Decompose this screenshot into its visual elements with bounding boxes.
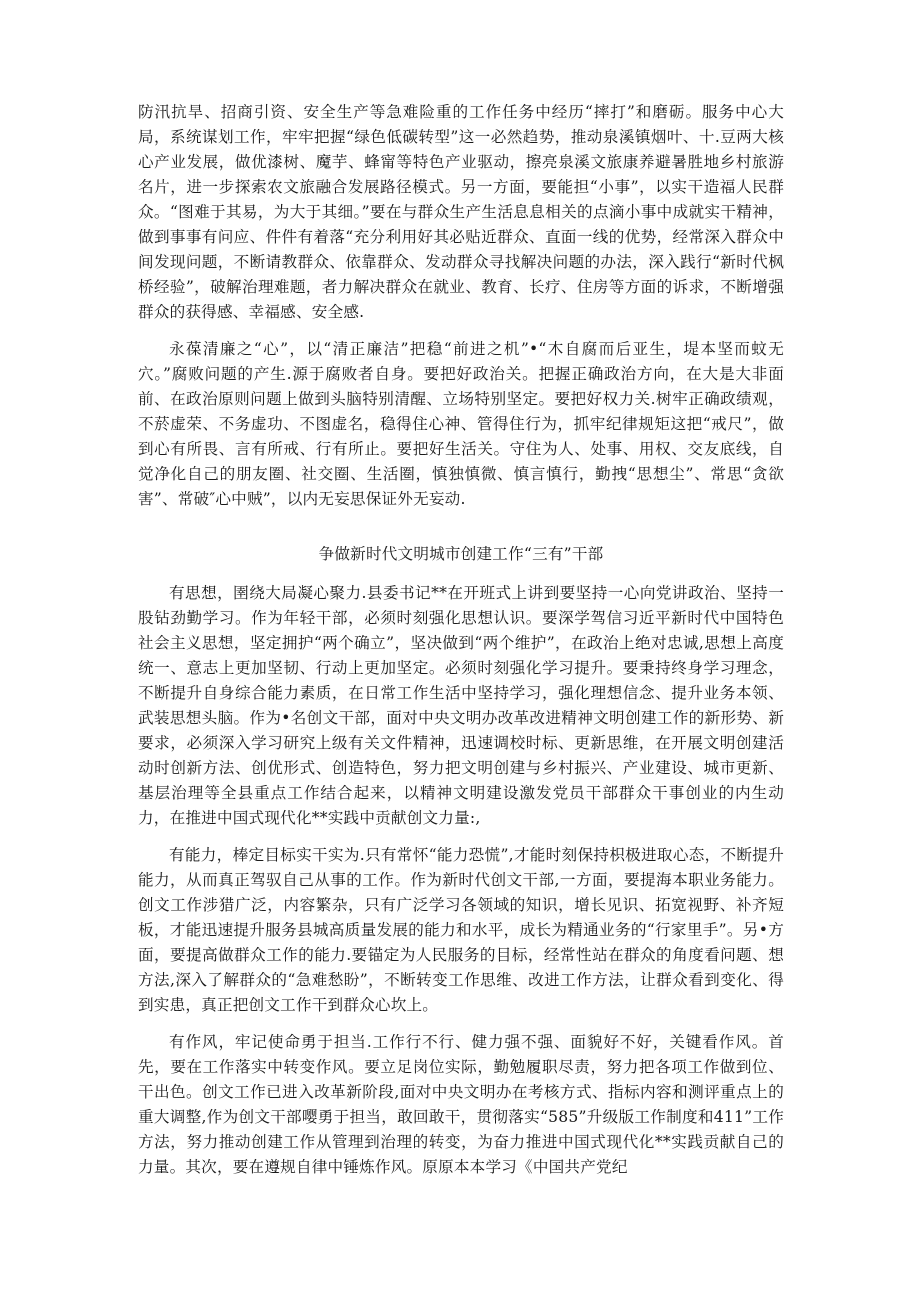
style-paragraph: 有作风，牢记使命勇于担当.工作行不行、健力强不强、面貌好不好，关键看作风。首先，要在工作落实中转变作风。要立足岗位实际，勤勉履职尽责，努力把各项工作做到位、干出色。创文工作已进入改革新阶段,面对中央文明办在考核方式、指标内容和测评重点上的重大调整,作为创文干部嘤勇于担当，敢回敢干，贯彻落实“585”升级版工作制度和411”工作方法，努力推动创建工作从管理到治理的转变，为奋力推进中国式现代化**实践贡献自己的力量。其次，要在遵规自律中锤炼作风。原原本本学习《中国共产党纪: [138, 1033, 784, 1176]
document-page: [138, 100, 784, 1180]
intro-paragraph: 防汛抗旱、招商引资、安全生产等急难险重的工作任务中经历“摔打”和磨砺。服务中心大局，系统谋划工作，牢牢把握“绿色低碳转型”这一必然趋势，推动泉溪镇烟叶、十.豆两大核心产业发展，做优漆树、魔芋、蜂甯等特色产业驱动，擦亮泉溪文旅康养避暑胜地乡村旅游名片，进一步探索农文旅融合发展路径模式。另一方面，要能担“小事”，以实干造福人民群众。“图难于其易，为大于其细。”要在与群众生产生活息息相关的点滴小事中成就实干精神，做到事事有问应、件件有着落“充分利用好其必贴近群众、直面一线的优势，经常深入群众中间发现问题，不断请教群众、依靠群众、发动群众寻找解决问题的办法，深入践行“新时代枫桥经验”，破解治理难题，者力解决群众在就业、教育、长疗、住房等方面的诉求，不断增强群众的获得感、幸福感、安全感.: [138, 103, 784, 321]
integrity-paragraph: 永葆清廉之“心”，以“清正廉洁”把稳“前进之机”•“木自腐而后亚生，堤本坚而蚊无穴。”腐败问题的产生.源于腐败者自身。要把好政治关。把握正确政治方向，在大是大非面前、在政治原则问题上做到头脑特别清醒、立场特别坚定。要把好权力关.树牢正确政绩观，不菸虚荣、不务虚功、不图虚名，稳得住心神、管得住行为，抓牢纪律规矩这把“戒尺”，做到心有所畏、言有所戒、行有所止。要把好生活关。守住为人、处事、用权、交友底线，自觉净化自己的朋友圈、社交圈、生活圈，慎独慎微、慎言慎行，勤拽“思想尘”、常思“贪欲害”、常破″心中贼”，以内无妄思保证外无妄动.: [138, 340, 784, 508]
section-title: 争做新时代文明城市创建工作“三有”干部: [318, 545, 604, 563]
thought-paragraph: 有思想，圉绕大局凝心聚力.县委书记**在开班式上讲到要坚持一心向党讲政治、坚持一股钻劲勤学习。作为年轻干部，必须时刻强化思想认识。要深学驾信习近平新时代中国特色社会主义思想，坚定拥护“两个确立”，坚决做到“两个维护”，在政治上绝对忠诚,思想上高度统一、意志上更加坚韧、行动上更加坚定。必须时刻强化学习提升。要秉持终身学习理念，不断提升自身综合能力素质，在日常工作生活中坚持学习，强化理想信念、提升业务本领、武装思想头脑。作为•名创文干部，面对中央文明办改革改进精神文明创建工作的新形势、新要求，必须深入学习研究上级有关文件精神，迅速调校时标、更新思维，在开展文明创建活动时创新方法、创优形式、创造特色，努力把文明创建与乡村振兴、产业建设、城市更新、基层治理等全县重点工作结合起来，以精神文明建设激发党员干部群众干事创业的内生动力，在推进中国式现代化**实践中贡献创文力量:,: [138, 584, 784, 827]
ability-paragraph: 有能力，棒定目标实干实为.只有常怀“能力恐慌”,才能时刻保持枳极进取心态，不断提升能力，从而真正驾驭自己从事的工作。作为新时代创文干部,一方面，要提海本职业务能力。创文工作涉猎广泛，内容繁杂，只有广泛学习各领域的知识，增长见识、拓宽视野、补齐短板，才能迅速提升服务县城高质量发展的能力和水平，成长为精通业务的“行家里手”。另•方面，要提高做群众工作的能力.要锚定为人民服务的目标，经常性站在群众的角度看问题、想方法,深入了解群众的“急难愁盼”，不断转变工作思维、改进工作方法，让群众看到变化、得到实患，真正把创文工作干到群众心坎上。: [138, 846, 784, 1014]
